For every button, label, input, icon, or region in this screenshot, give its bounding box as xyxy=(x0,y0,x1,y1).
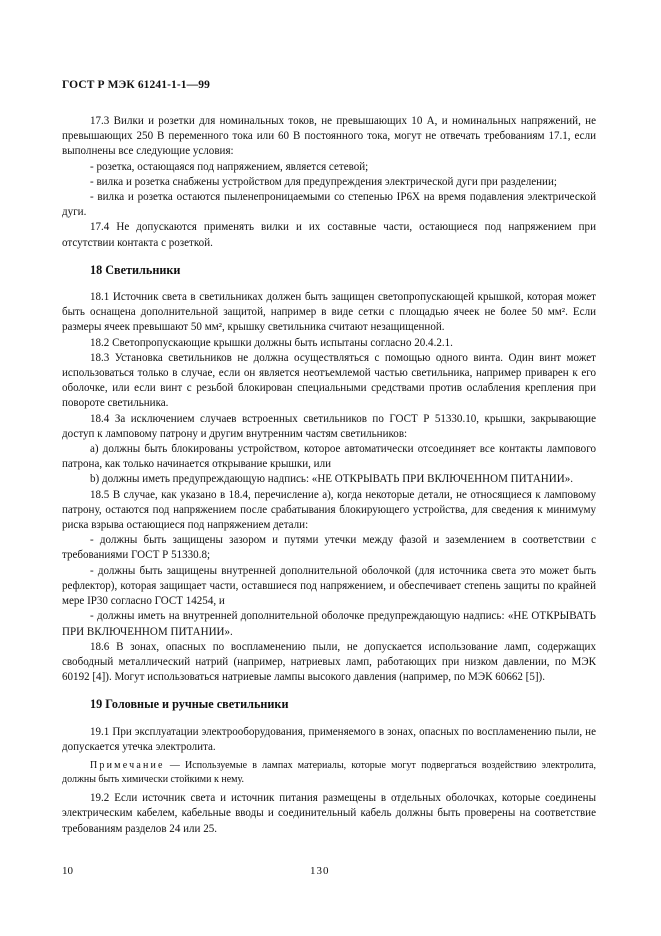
paragraph: b) должны иметь предупреждающую надпись: «НЕ ОТКРЫВАТЬ ПРИ ВКЛЮЧЕННОМ ПИТАНИИ». xyxy=(90,473,574,486)
paragraph: 18.1 Источник света в светильниках должен быть защищен светопропускающей крышкой, которая может быть оснащена дополнительной защитой, например в виде сетки с площадью ячеек не более 50 мм². Если размеры ячеек превышают 50 мм², крышку светильника считают незащищенной. xyxy=(62,291,596,334)
paragraph: 18.6 В зонах, опасных по воспламенению пыли, не допускается использование ламп, содержащих свободный металлический натрий (например, натриевых ламп, работающих при низком давлении, по МЭК 60192 [4]). Могут использоваться натриевые лампы высокого давления (например, по МЭК 60662 [5]). xyxy=(62,640,596,684)
paragraph: 17.4 Не допускаются применять вилки и их составные части, остающиеся под напряжением при отсутствии контакта с розеткой. xyxy=(62,221,596,249)
paragraph: - вилка и розетка снабжены устройством для предупреждения электрической дуги при разделении; xyxy=(90,175,557,188)
section-heading-19: 19 Головные и ручные светильники xyxy=(90,697,289,712)
note-text: — Используемые в лампах материалы, которые могут подвергаться воздействию электролита, должны быть химически стойкими к нему. xyxy=(62,759,596,785)
paragraph: 17.3 Вилки и розетки для номинальных токов, не превышающих 10 А, и номинальных напряжений, не превышающих 250 В переменного тока или 60 В постоянного тока, могут не отвечать требованиям 17.1, если выполнены все следующие условия: xyxy=(62,115,596,158)
paragraph: 18.3 Установка светильников не должна осуществляться с помощью одного винта. Один винт может использоваться только в случае, если он является неотъемлемой частью светильника, например приварен к его оболочке, или если винт с резьбой блокирован специальными средствами против ослабления крепления при повороте светильника. xyxy=(62,351,596,410)
sheet-number: 130 xyxy=(310,865,330,877)
paragraph: - розетка, остающаяся под напряжением, является сетевой; xyxy=(90,160,369,173)
paragraph: - должны иметь на внутренней дополнительной оболочке предупреждающую надпись: «НЕ ОТКРЫВАТЬ ПРИ ВКЛЮЧЕННОМ ПИТАНИИ». xyxy=(62,610,596,638)
document-body xyxy=(62,114,596,837)
section-heading-18: 18 Светильники xyxy=(90,262,181,277)
paragraph: 18.5 В случае, как указано в 18.4, перечисление а), когда некоторые детали, не относящиеся к ламповому патрону, остаются под напряжением после срабатывания блокирующего устройства, для сведения к минимуму риска взрыва остающиеся под напряжением детали: xyxy=(62,488,596,532)
note xyxy=(62,759,596,786)
paragraph: 19.1 При эксплуатации электрооборудования, применяемого в зонах, опасных по воспламенению пыли, не допускается утечка электролита. xyxy=(62,725,596,753)
paragraph: - вилка и розетка остаются пыленепроницаемыми со степенью IP6X на время подавления электрической дуги. xyxy=(62,191,596,219)
paragraph: 18.4 За исключением случаев встроенных светильников по ГОСТ Р 51330.10, крышки, закрывающие доступ к ламповому патрону и другим внутренним частям светильников: xyxy=(62,412,596,440)
page-number: 10 xyxy=(62,865,73,877)
paragraph: - должны быть защищены зазором и путями утечки между фазой и заземлением в соответствии с требованиями ГОСТ Р 51330.8; xyxy=(62,534,596,562)
paragraph: - должны быть защищены внутренней дополнительной оболочкой (для источника света это может быть рефлектор), которая защищает части, оставшиеся под напряжением, и обеспечивает степень защиты по крайней мере IP30 согласно ГОСТ 14254, и xyxy=(62,564,596,608)
document-code: ГОСТ Р МЭК 61241-1-1—99 xyxy=(62,79,210,91)
paragraph: 18.2 Светопропускающие крышки должны быть испытаны согласно 20.4.2.1. xyxy=(90,336,453,349)
paragraph: а) должны быть блокированы устройством, которое автоматически отсоединяет все контакты лампового патрона, как только начинается открывание крышки, или xyxy=(62,443,596,471)
paragraph: 19.2 Если источник света и источник питания размещены в отдельных оболочках, которые соединены электрическим кабелем, кабельные вводы и соединительный кабель должны быть проверены на соответствие требованиям разделов 24 или 25. xyxy=(62,792,596,835)
note-label: Примечание xyxy=(90,759,165,771)
